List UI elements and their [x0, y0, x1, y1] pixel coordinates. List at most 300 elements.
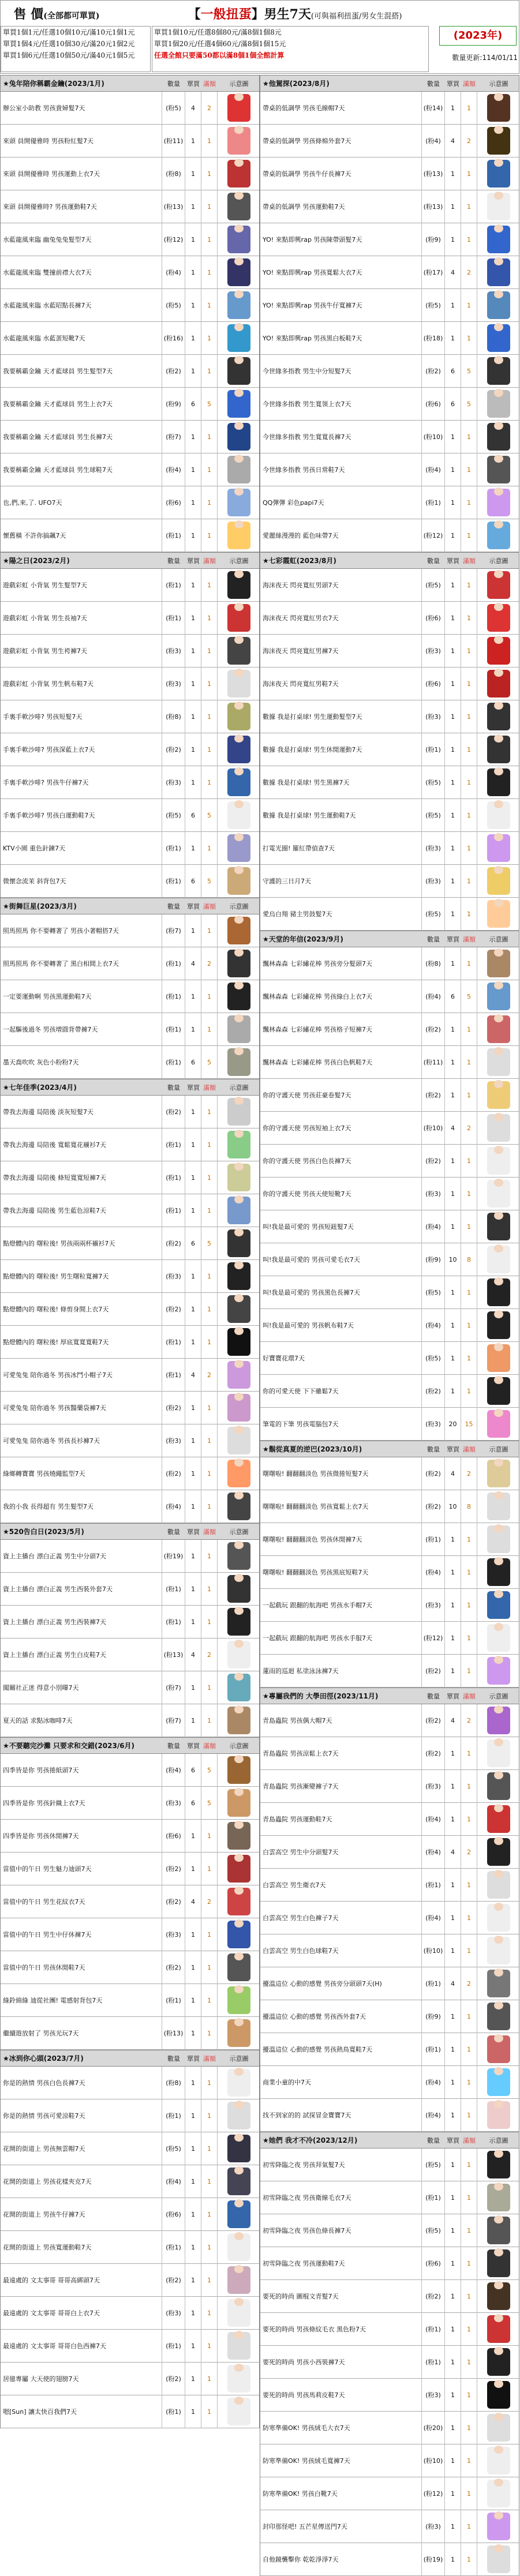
- item-price-bundle: 1: [461, 865, 477, 898]
- column-header-qty: 數量: [167, 2054, 180, 2063]
- item-preview-image: [487, 127, 510, 155]
- item-row[interactable]: [260, 635, 519, 668]
- item-qty: (粉1): [162, 1013, 185, 1046]
- column-header-single: 單買: [447, 2136, 459, 2144]
- section: [0, 898, 260, 1079]
- item-price-bundle: 1: [461, 1803, 477, 1836]
- item-preview-image: [487, 2414, 510, 2442]
- item-name: YO! 來點即興rap 男孩黑白板鞋7天: [260, 322, 422, 355]
- item-price-bundle: 1: [461, 1375, 477, 1408]
- section: [0, 75, 260, 552]
- item-row[interactable]: [260, 1342, 519, 1375]
- column-header-extra: 滿額: [203, 1742, 216, 1750]
- item-row[interactable]: [1, 602, 259, 635]
- item-row[interactable]: [260, 1523, 519, 1556]
- item-row[interactable]: [260, 1046, 519, 1079]
- item-price-bundle: 15: [461, 1408, 477, 1441]
- item-row[interactable]: [260, 2444, 519, 2477]
- column-header-single: 單買: [187, 2054, 200, 2063]
- item-row[interactable]: [260, 2214, 519, 2247]
- item-name: 海沫夜天 閃亮寬紅男衣7天: [260, 602, 422, 635]
- item-row[interactable]: [260, 2379, 519, 2412]
- item-row[interactable]: [260, 1556, 519, 1589]
- item-row[interactable]: [1, 1754, 259, 1787]
- item-row[interactable]: [260, 1737, 519, 1770]
- item-row[interactable]: [260, 1276, 519, 1309]
- column-header-preview: 示意圖: [229, 80, 249, 88]
- item-price-single: 1: [185, 421, 201, 453]
- item-row[interactable]: [1, 1638, 259, 1671]
- item-row[interactable]: [1, 2297, 259, 2330]
- item-price-bundle: 2: [201, 92, 218, 125]
- item-name: 遊戲彩虹 小背氣 男生髮型7天: [1, 569, 162, 602]
- item-preview: [477, 2477, 520, 2510]
- item-price-single: 1: [185, 256, 201, 289]
- right-column: [260, 75, 519, 2576]
- section-header: [1, 2050, 259, 2067]
- item-preview-image: [227, 2365, 250, 2393]
- item-row[interactable]: [1, 832, 259, 865]
- item-preview-image: [487, 1838, 510, 1866]
- item-row[interactable]: [1, 1918, 259, 1951]
- item-preview-image: [227, 1888, 250, 1915]
- item-row[interactable]: [1, 1128, 259, 1161]
- item-row[interactable]: [260, 980, 519, 1013]
- item-preview-image: [227, 801, 250, 829]
- item-preview: [218, 453, 260, 486]
- item-preview: [477, 2280, 520, 2313]
- item-preview-image: [227, 1048, 250, 1076]
- item-qty: (粉11): [162, 125, 185, 158]
- item-row[interactable]: [260, 1013, 519, 1046]
- item-row[interactable]: [260, 2000, 519, 2033]
- item-row[interactable]: [260, 569, 519, 602]
- item-row[interactable]: [1, 1540, 259, 1573]
- item-row[interactable]: [260, 1309, 519, 1342]
- item-price-bundle: 5: [461, 388, 477, 421]
- item-preview-image: [487, 950, 510, 977]
- item-price-single: 1: [445, 2543, 461, 2576]
- item-row[interactable]: [1, 635, 259, 668]
- item-row[interactable]: [1, 799, 259, 832]
- item-preview-image: [227, 1427, 250, 1454]
- item-row[interactable]: [260, 2313, 519, 2346]
- item-name: 手裏手軟沙啡? 男孩白運動鞋7天: [1, 799, 162, 832]
- item-row[interactable]: [260, 668, 519, 700]
- item-row[interactable]: [1, 1951, 259, 1984]
- item-price-bundle: 5: [201, 799, 218, 832]
- item-row[interactable]: [1, 486, 259, 519]
- item-price-bundle: 1: [461, 947, 477, 980]
- item-row[interactable]: [260, 92, 519, 125]
- item-preview: [218, 2231, 260, 2264]
- item-row[interactable]: [260, 1836, 519, 1869]
- item-row[interactable]: [1, 1194, 259, 1227]
- item-preview-image: [487, 670, 510, 698]
- item-preview: [218, 569, 260, 602]
- item-price-bundle: 2: [461, 1112, 477, 1145]
- item-price-bundle: 1: [461, 2099, 477, 2132]
- item-qty: (粉5): [162, 2132, 185, 2165]
- item-preview: [218, 1457, 260, 1490]
- item-price-single: 1: [445, 668, 461, 700]
- item-row[interactable]: [1, 668, 259, 700]
- item-preview-image: [487, 2545, 510, 2573]
- item-row[interactable]: [1, 569, 259, 602]
- item-row[interactable]: [260, 1869, 519, 1902]
- section-title: ★他駕探(2023/8月): [263, 80, 330, 88]
- item-row[interactable]: [1, 519, 259, 552]
- item-row[interactable]: [260, 1704, 519, 1737]
- item-preview-image: [227, 983, 250, 1010]
- item-row[interactable]: [260, 2066, 519, 2099]
- item-name: 帶桌的低調學 男孩條棉外套7天: [260, 125, 422, 158]
- item-row[interactable]: [1, 421, 259, 453]
- item-row[interactable]: [1, 1096, 259, 1128]
- item-row[interactable]: [1, 1573, 259, 1606]
- item-row[interactable]: [260, 1589, 519, 1622]
- item-row[interactable]: [260, 1934, 519, 1967]
- item-preview: [218, 1392, 260, 1424]
- item-row[interactable]: [260, 947, 519, 980]
- item-row[interactable]: [260, 322, 519, 355]
- item-row[interactable]: [260, 289, 519, 322]
- item-row[interactable]: [260, 223, 519, 256]
- item-row[interactable]: [1, 1984, 259, 2017]
- item-row[interactable]: [260, 2099, 519, 2132]
- item-qty: (粉7): [162, 421, 185, 453]
- item-row[interactable]: [260, 1243, 519, 1276]
- item-row[interactable]: [1, 2099, 259, 2132]
- item-row[interactable]: [260, 700, 519, 733]
- item-row[interactable]: [260, 799, 519, 832]
- item-price-bundle: 1: [461, 1342, 477, 1375]
- item-row[interactable]: [260, 256, 519, 289]
- item-qty: (粉18): [422, 322, 445, 355]
- item-row[interactable]: [260, 2148, 519, 2181]
- item-preview-image: [487, 1246, 510, 1273]
- item-row[interactable]: [1, 1606, 259, 1638]
- section: [0, 552, 260, 898]
- item-price-single: 1: [185, 2017, 201, 2050]
- item-row[interactable]: [1, 2198, 259, 2231]
- item-price-single: 1: [445, 733, 461, 766]
- item-price-bundle: 1: [461, 2379, 477, 2412]
- item-preview-image: [227, 604, 250, 632]
- item-row[interactable]: [260, 125, 519, 158]
- item-row[interactable]: [260, 1375, 519, 1408]
- item-preview: [477, 1342, 520, 1375]
- item-row[interactable]: [260, 1803, 519, 1836]
- item-row[interactable]: [1, 1853, 259, 1885]
- item-qty: (粉2): [162, 1885, 185, 1918]
- item-price-bundle: 1: [461, 1523, 477, 1556]
- item-price-bundle: 2: [201, 1359, 218, 1392]
- item-preview: [477, 569, 520, 602]
- item-preview-image: [487, 1805, 510, 1833]
- column-header-single: 單買: [447, 1692, 459, 1700]
- item-row[interactable]: [260, 1112, 519, 1145]
- item-row[interactable]: [260, 388, 519, 421]
- item-qty: (粉2): [422, 1737, 445, 1770]
- item-row[interactable]: [1, 1046, 259, 1079]
- item-preview: [218, 1293, 260, 1326]
- item-row[interactable]: [1, 388, 259, 421]
- item-price-bundle: 1: [461, 92, 477, 125]
- item-row[interactable]: [1, 1260, 259, 1293]
- item-price-single: 4: [445, 1836, 461, 1869]
- item-row[interactable]: [260, 1622, 519, 1655]
- item-qty: (粉1): [162, 1984, 185, 2017]
- item-row[interactable]: [1, 1359, 259, 1392]
- item-price-single: 1: [185, 1820, 201, 1853]
- item-row[interactable]: [260, 1408, 519, 1441]
- item-price-single: 1: [185, 2297, 201, 2330]
- item-price-single: 1: [445, 898, 461, 931]
- item-row[interactable]: [1, 1392, 259, 1424]
- item-row[interactable]: [1, 1820, 259, 1853]
- item-preview: [477, 635, 520, 668]
- item-price-single: 1: [185, 1096, 201, 1128]
- item-row[interactable]: [1, 1326, 259, 1359]
- item-row[interactable]: [1, 2017, 259, 2050]
- section: [0, 2050, 260, 2428]
- item-preview-image: [227, 127, 250, 155]
- item-row[interactable]: [1, 289, 259, 322]
- item-row[interactable]: [260, 486, 519, 519]
- item-row[interactable]: [260, 2181, 519, 2214]
- item-name: 青島蟲院 男孩偶大帽7天: [260, 1704, 422, 1737]
- item-row[interactable]: [260, 2280, 519, 2313]
- item-row[interactable]: [1, 2132, 259, 2165]
- item-price-single: 1: [185, 289, 201, 322]
- item-name: 曙曙啦! 翻翻翻淡色 男孩微捲短髮7天: [260, 1457, 422, 1490]
- item-row[interactable]: [260, 898, 519, 931]
- item-preview: [218, 158, 260, 190]
- item-row[interactable]: [1, 1013, 259, 1046]
- item-row[interactable]: [260, 421, 519, 453]
- item-price-bundle: 1: [461, 2000, 477, 2033]
- column-header-preview: 示意圖: [229, 557, 249, 565]
- item-row[interactable]: [1, 2231, 259, 2264]
- item-price-bundle: 1: [461, 1309, 477, 1342]
- item-preview-image: [227, 1575, 250, 1603]
- item-row[interactable]: [1, 1885, 259, 1918]
- item-row[interactable]: [1, 2395, 259, 2428]
- item-row[interactable]: [1, 322, 259, 355]
- item-qty: (粉10): [422, 421, 445, 453]
- item-row[interactable]: [260, 2247, 519, 2280]
- item-price-single: 1: [185, 2198, 201, 2231]
- item-row[interactable]: [260, 355, 519, 388]
- item-qty: (粉2): [422, 2280, 445, 2313]
- item-price-single: 1: [185, 980, 201, 1013]
- item-qty: (粉12): [422, 1622, 445, 1655]
- item-row[interactable]: [260, 190, 519, 223]
- item-row[interactable]: [260, 2477, 519, 2510]
- item-row[interactable]: [1, 1671, 259, 1704]
- item-qty: (粉7): [162, 1671, 185, 1704]
- item-row[interactable]: [260, 2346, 519, 2379]
- item-preview-image: [227, 703, 250, 730]
- item-qty: (粉6): [162, 486, 185, 519]
- item-row[interactable]: [1, 2363, 259, 2395]
- item-qty: (粉6): [422, 668, 445, 700]
- section-title: ★陽之日(2023/2月): [3, 557, 70, 565]
- item-price-single: 1: [185, 700, 201, 733]
- item-row[interactable]: [1, 1490, 259, 1523]
- item-preview: [218, 1704, 260, 1737]
- item-price-bundle: 1: [201, 2231, 218, 2264]
- item-price-single: 1: [445, 2510, 461, 2543]
- item-row[interactable]: [1, 2330, 259, 2363]
- item-price-bundle: 1: [201, 1918, 218, 1951]
- item-name: YO! 來點即興rap 男孩陳帶頭髮7天: [260, 223, 422, 256]
- item-row[interactable]: [1, 865, 259, 898]
- item-preview: [477, 2543, 520, 2576]
- item-preview: [477, 2346, 520, 2379]
- item-name: 叫!我是最可愛的 男孩短鈕髮7天: [260, 1210, 422, 1243]
- item-name: 綠鄉轉寶寶 男孩燒繩監型7天: [1, 1457, 162, 1490]
- item-row[interactable]: [1, 125, 259, 158]
- item-row[interactable]: [260, 1210, 519, 1243]
- item-row[interactable]: [1, 1227, 259, 1260]
- item-qty: (粉3): [162, 766, 185, 799]
- item-row[interactable]: [1, 92, 259, 125]
- item-qty: (粉4): [162, 453, 185, 486]
- column-header-single: 單買: [447, 557, 459, 565]
- item-preview-image: [227, 2102, 250, 2129]
- item-price-single: 1: [445, 1309, 461, 1342]
- item-row[interactable]: [1, 914, 259, 947]
- item-price-bundle: 5: [201, 388, 218, 421]
- item-name: 你的守護天使 男孩白色長褲7天: [260, 1145, 422, 1178]
- item-name: 帶我去海邊 局陪後 男生藍色涼鞋7天: [1, 1194, 162, 1227]
- item-row[interactable]: [260, 2543, 519, 2576]
- item-preview: [477, 1375, 520, 1408]
- item-row[interactable]: [1, 1293, 259, 1326]
- item-price-single: 1: [445, 1145, 461, 1178]
- item-row[interactable]: [1, 223, 259, 256]
- item-price-single: 6: [185, 1227, 201, 1260]
- item-price-single: 1: [445, 1934, 461, 1967]
- item-preview: [477, 1309, 520, 1342]
- item-row[interactable]: [260, 2510, 519, 2543]
- item-row[interactable]: [1, 190, 259, 223]
- item-name: 數據 我是打桌球! 男生運動鞋7天: [260, 799, 422, 832]
- item-name: 擾溫這位 心動的感覺 男孩熱鳥寬鞋7天: [260, 2033, 422, 2066]
- item-row[interactable]: [1, 1457, 259, 1490]
- item-row[interactable]: [260, 832, 519, 865]
- column-header-qty: 數量: [427, 935, 440, 943]
- item-preview-image: [487, 1114, 510, 1142]
- item-preview: [477, 1622, 520, 1655]
- item-preview-image: [227, 1493, 250, 1520]
- item-row[interactable]: [260, 158, 519, 190]
- item-preview: [477, 355, 520, 388]
- item-row[interactable]: [260, 602, 519, 635]
- item-preview: [218, 1490, 260, 1523]
- item-name: 你是的熱情 男孩可愛涼鞋7天: [1, 2099, 162, 2132]
- item-row[interactable]: [1, 158, 259, 190]
- item-row[interactable]: [260, 733, 519, 766]
- item-row[interactable]: [1, 2264, 259, 2297]
- item-row[interactable]: [1, 766, 259, 799]
- item-price-single: 1: [445, 1276, 461, 1309]
- item-row[interactable]: [260, 766, 519, 799]
- item-qty: (粉2): [422, 355, 445, 388]
- section-title: ★兔年陪你稱霸金鑰(2023/1月): [3, 80, 104, 88]
- item-row[interactable]: [260, 1145, 519, 1178]
- item-row[interactable]: [1, 947, 259, 980]
- item-row[interactable]: [260, 1178, 519, 1210]
- item-row[interactable]: [1, 1704, 259, 1737]
- item-name: 當值中的午日 男生魅力迪頭7天: [1, 1853, 162, 1885]
- item-row[interactable]: [1, 355, 259, 388]
- item-row[interactable]: [260, 453, 519, 486]
- item-name: 照馬照馬 你不要轉著了 男孩小著帽搭7天: [1, 914, 162, 947]
- item-qty: (粉1): [162, 865, 185, 898]
- item-name: 墨天喬吹吹 灰色小粉粉7天: [1, 1046, 162, 1079]
- item-preview: [218, 1820, 260, 1853]
- item-row[interactable]: [260, 1457, 519, 1490]
- item-preview: [477, 2214, 520, 2247]
- item-row[interactable]: [1, 2067, 259, 2099]
- item-row[interactable]: [1, 1161, 259, 1194]
- item-qty: (粉11): [422, 1046, 445, 1079]
- item-preview-image: [487, 1525, 510, 1553]
- item-row[interactable]: [1, 453, 259, 486]
- section-header: [260, 1441, 519, 1457]
- item-price-single: 1: [445, 2313, 461, 2346]
- item-price-single: 4: [185, 92, 201, 125]
- item-row[interactable]: [260, 1770, 519, 1803]
- price-rule-line: 單買1個6元/任選10個50元/滿40元1個5元: [3, 51, 135, 59]
- item-row[interactable]: [1, 700, 259, 733]
- item-qty: (粉6): [162, 2198, 185, 2231]
- item-price-bundle: 8: [461, 1243, 477, 1276]
- column-header-single: 單買: [187, 1083, 200, 1092]
- item-name: 辦公室小助教 男孩貴婦髮7天: [1, 92, 162, 125]
- column-header-qty: 數量: [167, 1083, 180, 1092]
- item-row[interactable]: [1, 1424, 259, 1457]
- item-preview: [477, 1457, 520, 1490]
- item-qty: (粉5): [422, 2214, 445, 2247]
- item-row[interactable]: [260, 2033, 519, 2066]
- item-qty: (粉9): [422, 1243, 445, 1276]
- item-price-bundle: 1: [201, 914, 218, 947]
- item-row[interactable]: [260, 865, 519, 898]
- item-row[interactable]: [1, 256, 259, 289]
- item-row[interactable]: [1, 980, 259, 1013]
- item-row[interactable]: [1, 1787, 259, 1820]
- column-header-preview: 示意圖: [229, 902, 249, 910]
- item-row[interactable]: [260, 519, 519, 552]
- column-header-single: 單買: [187, 557, 200, 565]
- item-row[interactable]: [1, 2165, 259, 2198]
- item-preview-image: [487, 1344, 510, 1372]
- item-row[interactable]: [260, 2412, 519, 2444]
- item-row[interactable]: [260, 1079, 519, 1112]
- item-row[interactable]: [260, 1902, 519, 1934]
- item-price-single: 1: [185, 125, 201, 158]
- item-row[interactable]: [260, 1967, 519, 2000]
- item-price-single: 1: [445, 92, 461, 125]
- item-row[interactable]: [260, 1655, 519, 1688]
- item-row[interactable]: [260, 1490, 519, 1523]
- item-row[interactable]: [1, 733, 259, 766]
- item-qty: (粉1): [162, 602, 185, 635]
